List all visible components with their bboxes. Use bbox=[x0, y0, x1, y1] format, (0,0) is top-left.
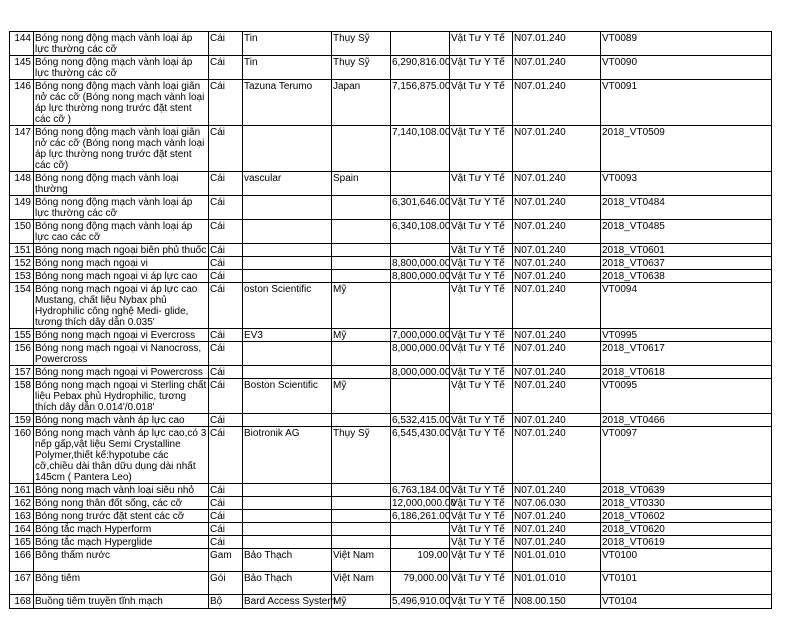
item-name-cell: Bóng nong mạch ngoại vi bbox=[34, 257, 209, 270]
category-cell: Vật Tư Y Tế bbox=[450, 510, 513, 523]
category-code-cell: N07.01.240 bbox=[513, 510, 601, 523]
category-code-cell: N07.01.240 bbox=[513, 56, 601, 80]
row-number-cell: 157 bbox=[10, 366, 34, 379]
item-name-cell: Bóng nong mạch vành loại siêu nhỏ bbox=[34, 484, 209, 497]
category-cell: Vật Tư Y Tế bbox=[450, 244, 513, 257]
table-row bbox=[10, 366, 772, 379]
unit-price-cell bbox=[391, 283, 450, 329]
category-code-cell: N07.01.240 bbox=[513, 283, 601, 329]
row-number-cell: 153 bbox=[10, 270, 34, 283]
item-id-cell: 2018_VT0602 bbox=[601, 510, 772, 523]
country-cell bbox=[332, 484, 391, 497]
category-cell: Vật Tư Y Tế bbox=[450, 32, 513, 56]
item-id-cell: 2018_VT0330 bbox=[601, 497, 772, 510]
manufacturer-cell: oston Scientific bbox=[243, 283, 332, 329]
table-row bbox=[10, 572, 772, 595]
category-code-cell: N07.01.240 bbox=[513, 523, 601, 536]
row-number-cell: 147 bbox=[10, 126, 34, 172]
unit-cell: Cái bbox=[209, 126, 243, 172]
row-number-cell: 165 bbox=[10, 536, 34, 549]
country-cell bbox=[332, 510, 391, 523]
category-cell: Vật Tư Y Tế bbox=[450, 329, 513, 342]
item-id-cell: 2018_VT0619 bbox=[601, 536, 772, 549]
unit-price-cell: 7,000,000.00 bbox=[392, 330, 451, 341]
country-cell: Thụy Sỹ bbox=[332, 32, 391, 56]
unit-price-cell: 5,496,910.00 bbox=[392, 596, 451, 607]
item-id-cell: 2018_VT0509 bbox=[601, 126, 772, 172]
item-id-cell: VT0995 bbox=[601, 329, 772, 342]
manufacturer-cell bbox=[243, 270, 332, 283]
table-row bbox=[10, 549, 772, 572]
row-number-cell: 160 bbox=[10, 427, 34, 484]
manufacturer-cell: Biotronik AG bbox=[243, 427, 332, 484]
unit-cell: Cái bbox=[209, 342, 243, 366]
manufacturer-cell bbox=[243, 510, 332, 523]
row-number-cell: 152 bbox=[10, 257, 34, 270]
category-cell: Vật Tư Y Tế bbox=[450, 172, 513, 196]
supply-price-table bbox=[9, 31, 772, 609]
country-cell bbox=[332, 366, 391, 379]
unit-cell: Cái bbox=[209, 172, 243, 196]
country-cell bbox=[332, 342, 391, 366]
item-name-cell: Bóng nong mạch ngoại vi áp lực cao Mustang, chất liệu Nybax phủ Hydrophilic công nghệ Medi- glide, tương thích dây dẫn 0.035' bbox=[34, 283, 209, 329]
category-code-cell: N07.01.240 bbox=[513, 244, 601, 257]
item-id-cell: VT0091 bbox=[601, 80, 772, 126]
manufacturer-cell bbox=[243, 342, 332, 366]
unit-cell: Gam bbox=[209, 549, 243, 572]
unit-cell: Bộ bbox=[209, 595, 243, 609]
table-row bbox=[10, 220, 772, 244]
category-code-cell: N07.01.240 bbox=[513, 257, 601, 270]
category-code-cell: N07.01.240 bbox=[513, 342, 601, 366]
row-number-cell: 167 bbox=[10, 572, 34, 595]
manufacturer-cell bbox=[243, 497, 332, 510]
unit-cell: Cái bbox=[209, 80, 243, 126]
unit-price-cell: 6,763,184.00 bbox=[392, 485, 451, 496]
category-cell: Vật Tư Y Tế bbox=[450, 196, 513, 220]
country-cell bbox=[332, 257, 391, 270]
item-name-cell: Bóng nong động mạch vành loại giãn nở các cỡ (Bóng nong mạch vành loại áp lực thường nong trước đặt stent các cỡ) bbox=[34, 126, 209, 172]
unit-cell: Cái bbox=[209, 379, 243, 414]
category-code-cell: N07.01.240 bbox=[513, 329, 601, 342]
row-number-cell: 148 bbox=[10, 172, 34, 196]
item-id-cell: VT0100 bbox=[601, 549, 772, 572]
item-id-cell: 2018_VT0484 bbox=[601, 196, 772, 220]
item-name-cell: Bóng nong mạch vành áp lực cao,có 3 nếp gấp,vật liệu Semi Crystalline Polymer,thiết kế:hypotube các cỡ,chiều dài thân dữu dụng dài nhất 145cm ( Pantera Leo) bbox=[34, 427, 209, 484]
manufacturer-cell bbox=[243, 196, 332, 220]
item-name-cell: Bóng nong mạch ngoại vi áp lực cao bbox=[34, 270, 209, 283]
table-row bbox=[10, 283, 772, 329]
category-code-cell: N01.01.010 bbox=[513, 572, 601, 595]
item-name-cell: Bóng nong mạch ngoại biên phủ thuốc bbox=[34, 244, 209, 257]
table-row bbox=[10, 523, 772, 536]
unit-cell: Cái bbox=[209, 283, 243, 329]
category-cell: Vật Tư Y Tế bbox=[450, 257, 513, 270]
row-number-cell: 149 bbox=[10, 196, 34, 220]
category-cell: Vật Tư Y Tế bbox=[450, 342, 513, 366]
item-id-cell: 2018_VT0617 bbox=[601, 342, 772, 366]
category-code-cell: N07.01.240 bbox=[513, 366, 601, 379]
item-id-cell: VT0090 bbox=[601, 56, 772, 80]
country-cell: Việt Nam bbox=[332, 549, 391, 572]
table-row bbox=[10, 257, 772, 270]
unit-cell: Cái bbox=[209, 196, 243, 220]
unit-price-cell: 7,156,875.00 bbox=[391, 80, 450, 126]
table-row bbox=[10, 342, 772, 366]
unit-price-cell: 6,340,108.00 bbox=[391, 220, 450, 244]
manufacturer-cell bbox=[243, 126, 332, 172]
category-code-cell: N07.01.240 bbox=[513, 126, 601, 172]
item-name-cell: Bóng nong động mạch vành loại áp lực thường các cỡ bbox=[34, 196, 209, 220]
unit-price-cell bbox=[391, 523, 450, 536]
unit-price-cell: 6,186,261.00 bbox=[392, 511, 451, 522]
category-cell: Vật Tư Y Tế bbox=[450, 126, 513, 172]
category-cell: Vật Tư Y Tế bbox=[450, 549, 513, 572]
table-body bbox=[10, 32, 772, 609]
table-row bbox=[10, 56, 772, 80]
country-cell: Thụy Sỹ bbox=[332, 56, 391, 80]
category-cell: Vật Tư Y Tế bbox=[450, 595, 513, 609]
unit-cell: Cái bbox=[209, 56, 243, 80]
manufacturer-cell bbox=[243, 366, 332, 379]
row-number-cell: 155 bbox=[10, 329, 34, 342]
item-id-cell: VT0104 bbox=[601, 595, 772, 609]
item-id-cell: 2018_VT0638 bbox=[601, 270, 772, 283]
category-code-cell: N07.01.240 bbox=[513, 172, 601, 196]
item-id-cell: VT0093 bbox=[601, 172, 772, 196]
unit-price-cell: 6,301,646.00 bbox=[391, 196, 450, 220]
row-number-cell: 146 bbox=[10, 80, 34, 126]
unit-cell: Gói bbox=[209, 572, 243, 595]
table-row bbox=[10, 196, 772, 220]
item-name-cell: Bóng nong mạch ngoại vi Powercross bbox=[34, 366, 209, 379]
table-row bbox=[10, 329, 772, 342]
manufacturer-cell: Bard Access System bbox=[244, 596, 336, 607]
category-cell: Vật Tư Y Tế bbox=[450, 572, 513, 595]
item-name-cell: Bóng nong mạch vành áp lực cao bbox=[34, 414, 209, 427]
manufacturer-cell bbox=[243, 414, 332, 427]
unit-price-cell: 6,545,430.00 bbox=[391, 427, 450, 484]
category-cell: Vật Tư Y Tế bbox=[450, 414, 513, 427]
table-row bbox=[10, 126, 772, 172]
country-cell: Japan bbox=[332, 80, 391, 126]
manufacturer-cell: Tin bbox=[243, 56, 332, 80]
row-number-cell: 159 bbox=[10, 414, 34, 427]
item-name-cell: Bóng nong động mạch vành loại giãn nở các cỡ (Bóng nong mạch vành loại áp lực thường nong trước đặt stent các cỡ ) bbox=[34, 80, 209, 126]
category-code-cell: N07.01.240 bbox=[513, 414, 601, 427]
item-id-cell: 2018_VT0618 bbox=[601, 366, 772, 379]
item-name-cell: Bóng nong thân đốt sống, các cỡ bbox=[34, 497, 209, 510]
unit-cell: Cái bbox=[209, 523, 243, 536]
country-cell: Thụy Sỹ bbox=[332, 427, 391, 484]
row-number-cell: 154 bbox=[10, 283, 34, 329]
category-code-cell: N07.01.240 bbox=[513, 196, 601, 220]
unit-cell: Cái bbox=[209, 510, 243, 523]
category-cell: Vật Tư Y Tế bbox=[450, 379, 513, 414]
item-name-cell: Bóng nong động mạch vành loại áp lực thường các cỡ bbox=[34, 56, 209, 80]
row-number-cell: 163 bbox=[10, 510, 34, 523]
unit-price-cell bbox=[391, 172, 450, 196]
category-cell: Vật Tư Y Tế bbox=[450, 536, 513, 549]
unit-cell: Cái bbox=[209, 257, 243, 270]
category-code-cell: N07.01.240 bbox=[513, 220, 601, 244]
row-number-cell: 164 bbox=[10, 523, 34, 536]
category-code-cell: N07.01.240 bbox=[513, 32, 601, 56]
manufacturer-cell: vascular bbox=[243, 172, 332, 196]
item-name-cell: Bông thấm nước bbox=[34, 549, 209, 572]
item-id-cell: VT0094 bbox=[601, 283, 772, 329]
country-cell: Mỹ bbox=[332, 379, 391, 414]
unit-cell: Cái bbox=[209, 244, 243, 257]
category-code-cell: N07.01.240 bbox=[513, 270, 601, 283]
manufacturer-cell bbox=[243, 484, 332, 497]
item-name-cell: Bóng nong trước đặt stent các cỡ bbox=[34, 510, 209, 523]
country-cell: Mỹ bbox=[332, 283, 391, 329]
table-row bbox=[10, 484, 772, 497]
item-id-cell: VT0097 bbox=[601, 427, 772, 484]
unit-cell: Cái bbox=[209, 220, 243, 244]
country-cell bbox=[332, 497, 391, 510]
country-cell: Spain bbox=[332, 172, 391, 196]
row-number-cell: 145 bbox=[10, 56, 34, 80]
table-row bbox=[10, 510, 772, 523]
category-cell: Vật Tư Y Tế bbox=[450, 220, 513, 244]
table-row bbox=[10, 270, 772, 283]
country-cell bbox=[332, 270, 391, 283]
item-name-cell: Buồng tiêm truyền tĩnh mạch bbox=[34, 595, 209, 609]
row-number-cell: 168 bbox=[10, 595, 34, 609]
table-row bbox=[10, 80, 772, 126]
manufacturer-cell bbox=[243, 244, 332, 257]
manufacturer-cell: Tin bbox=[243, 32, 332, 56]
row-number-cell: 151 bbox=[10, 244, 34, 257]
item-name-cell: Bông tiêm bbox=[34, 572, 209, 595]
unit-cell: Cái bbox=[209, 497, 243, 510]
manufacturer-cell: Bảo Thạch bbox=[243, 572, 332, 595]
country-cell bbox=[332, 523, 391, 536]
unit-price-cell: 8,800,000.00 bbox=[392, 271, 451, 282]
row-number-cell: 150 bbox=[10, 220, 34, 244]
category-code-cell: N07.01.240 bbox=[513, 379, 601, 414]
item-id-cell: 2018_VT0466 bbox=[601, 414, 772, 427]
category-code-cell: N01.01.010 bbox=[513, 549, 601, 572]
unit-cell: Cái bbox=[209, 270, 243, 283]
category-cell: Vật Tư Y Tế bbox=[450, 427, 513, 484]
unit-price-cell bbox=[391, 379, 450, 414]
row-number-cell: 144 bbox=[10, 32, 34, 56]
unit-cell: Cái bbox=[209, 329, 243, 342]
table-row bbox=[10, 497, 772, 510]
category-code-cell: N07.01.240 bbox=[513, 80, 601, 126]
unit-cell: Cái bbox=[209, 484, 243, 497]
manufacturer-cell: Boston Scientific bbox=[243, 379, 332, 414]
category-cell: Vật Tư Y Tế bbox=[450, 80, 513, 126]
unit-price-cell bbox=[391, 536, 450, 549]
item-name-cell: Bóng nong động mạch vành loại áp lực cao các cỡ bbox=[34, 220, 209, 244]
category-cell: Vật Tư Y Tế bbox=[450, 56, 513, 80]
unit-cell: Cái bbox=[209, 414, 243, 427]
category-cell: Vật Tư Y Tế bbox=[450, 484, 513, 497]
unit-price-cell: 6,532,415.00 bbox=[392, 415, 451, 426]
category-cell: Vật Tư Y Tế bbox=[450, 270, 513, 283]
category-cell: Vật Tư Y Tế bbox=[450, 366, 513, 379]
table-row bbox=[10, 414, 772, 427]
unit-cell: Cái bbox=[209, 427, 243, 484]
unit-cell: Cái bbox=[209, 366, 243, 379]
table-row bbox=[10, 595, 772, 609]
table-row bbox=[10, 427, 772, 484]
manufacturer-cell bbox=[243, 220, 332, 244]
unit-price-cell bbox=[391, 244, 450, 257]
unit-price-cell: 109.00 bbox=[391, 549, 450, 572]
table-row bbox=[10, 536, 772, 549]
manufacturer-cell: Tazuna Terumo bbox=[243, 80, 332, 126]
category-cell: Vật Tư Y Tế bbox=[450, 497, 513, 510]
category-code-cell: N07.01.240 bbox=[513, 484, 601, 497]
country-cell: Mỹ bbox=[332, 595, 391, 609]
unit-price-cell bbox=[391, 32, 450, 56]
unit-cell: Cái bbox=[209, 32, 243, 56]
table-row bbox=[10, 172, 772, 196]
unit-price-cell: 79,000.00 bbox=[391, 572, 450, 595]
category-code-cell: N07.01.240 bbox=[513, 536, 601, 549]
row-number-cell: 156 bbox=[10, 342, 34, 366]
manufacturer-cell bbox=[243, 257, 332, 270]
unit-price-cell: 8,000,000.00 bbox=[392, 367, 451, 378]
unit-price-cell: 6,290,816.00 bbox=[391, 56, 450, 80]
item-id-cell: VT0089 bbox=[601, 32, 772, 56]
category-code-cell: N08.00.150 bbox=[513, 595, 601, 609]
category-cell: Vật Tư Y Tế bbox=[450, 283, 513, 329]
item-name-cell: Bóng nong mạch ngoại vi Sterling chất liệu Pebax phủ Hydrophilic, tương thích dây dẫn 0.014'/0.018' bbox=[34, 379, 209, 414]
country-cell bbox=[332, 126, 391, 172]
country-cell bbox=[332, 196, 391, 220]
unit-price-cell: 12,000,000.00 bbox=[392, 498, 456, 509]
row-number-cell: 166 bbox=[10, 549, 34, 572]
unit-cell: Cái bbox=[209, 536, 243, 549]
item-name-cell: Bóng nong mạch ngoại vi Evercross bbox=[34, 329, 209, 342]
item-id-cell: 2018_VT0601 bbox=[601, 244, 772, 257]
country-cell bbox=[332, 244, 391, 257]
country-cell bbox=[332, 220, 391, 244]
item-name-cell: Bóng tắc mạch Hyperglide bbox=[34, 536, 209, 549]
manufacturer-cell bbox=[243, 536, 332, 549]
item-id-cell: 2018_VT0485 bbox=[601, 220, 772, 244]
table-row bbox=[10, 244, 772, 257]
category-cell: Vật Tư Y Tế bbox=[450, 523, 513, 536]
category-code-cell: N07.06.030 bbox=[513, 497, 601, 510]
manufacturer-cell: EV3 bbox=[243, 329, 332, 342]
item-id-cell: 2018_VT0639 bbox=[601, 484, 772, 497]
manufacturer-cell bbox=[243, 523, 332, 536]
item-id-cell: 2018_VT0637 bbox=[601, 257, 772, 270]
country-cell: Việt Nam bbox=[332, 572, 391, 595]
country-cell bbox=[332, 536, 391, 549]
row-number-cell: 161 bbox=[10, 484, 34, 497]
unit-price-cell: 7,140,108.00 bbox=[391, 126, 450, 172]
item-name-cell: Bóng nong động mạch vành loại áp lực thường các cỡ bbox=[34, 32, 209, 56]
unit-price-cell: 8,800,000.00 bbox=[392, 258, 451, 269]
item-name-cell: Bóng tắc mạch Hyperform bbox=[34, 523, 209, 536]
unit-price-cell: 8,000,000.00 bbox=[391, 342, 450, 366]
item-id-cell: 2018_VT0620 bbox=[601, 523, 772, 536]
manufacturer-cell: Bảo Thạch bbox=[243, 549, 332, 572]
row-number-cell: 158 bbox=[10, 379, 34, 414]
table-row bbox=[10, 379, 772, 414]
item-name-cell: Bóng nong mạch ngoại vi Nanocross, Powercross bbox=[34, 342, 209, 366]
category-code-cell: N07.01.240 bbox=[513, 427, 601, 484]
country-cell bbox=[332, 414, 391, 427]
table-row bbox=[10, 32, 772, 56]
item-name-cell: Bóng nong động mạch vành loại thường bbox=[34, 172, 209, 196]
row-number-cell: 162 bbox=[10, 497, 34, 510]
country-cell: Mỹ bbox=[332, 329, 391, 342]
item-id-cell: VT0101 bbox=[601, 572, 772, 595]
item-id-cell: VT0095 bbox=[601, 379, 772, 414]
